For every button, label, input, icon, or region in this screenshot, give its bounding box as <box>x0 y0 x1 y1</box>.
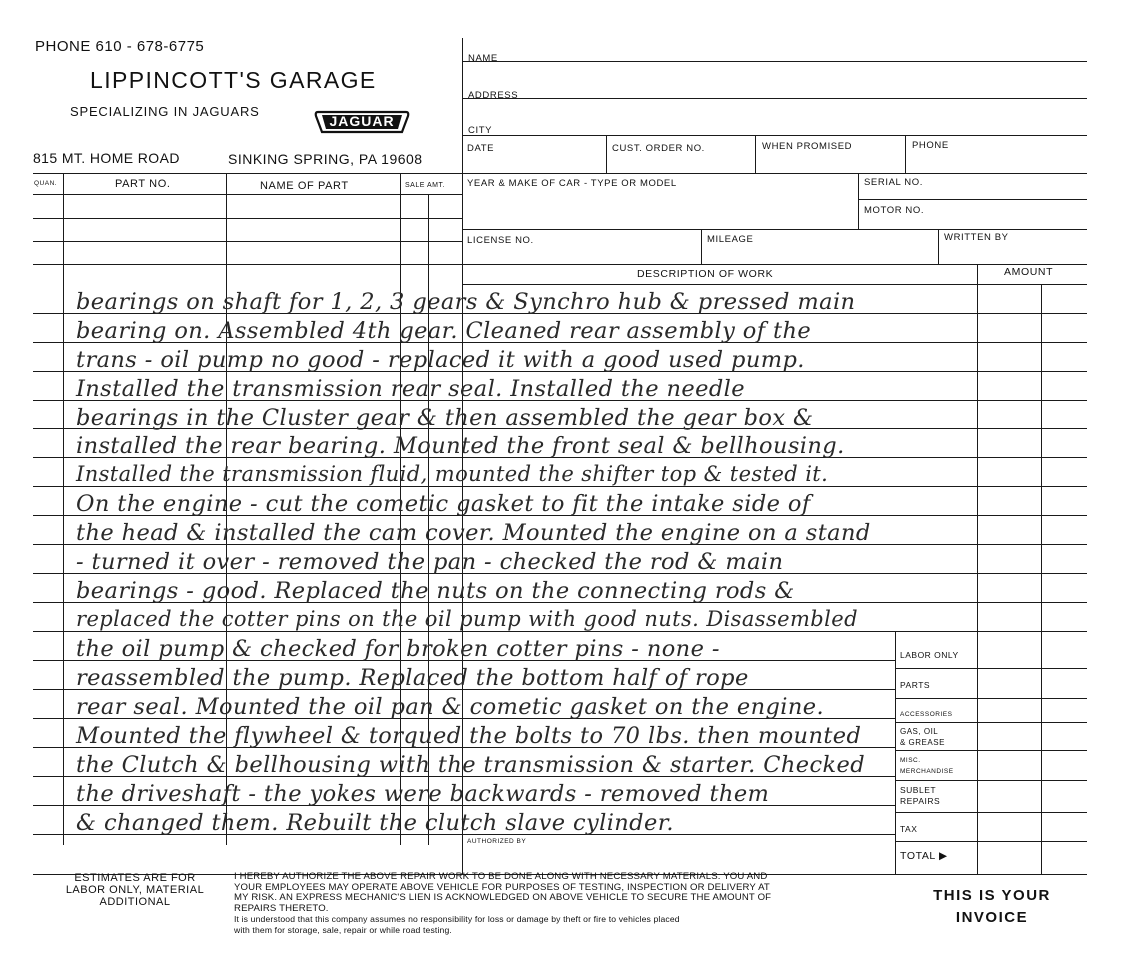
work-line-15: rear seal. Mounted the oil pan & cometic gasket on the engine. <box>76 694 825 720</box>
gas-oil-label: GAS, OIL <box>900 727 939 736</box>
accessories-label: ACCESSORIES <box>900 711 953 718</box>
liability-line-2: with them for storage, sale, repair or while road testing. <box>234 924 452 935</box>
work-line-11: bearings - good. Replaced the nuts on the connecting rods & <box>76 578 795 604</box>
misc-label: MISC. <box>900 757 921 764</box>
invoice-line-2: INVOICE <box>955 909 1029 926</box>
license-no-label: LICENSE NO. <box>467 235 534 246</box>
work-line-5: bearings in the Cluster gear & then assembled the gear box & <box>76 405 814 431</box>
name-field-label: NAME <box>468 53 498 64</box>
work-line-12: replaced the cotter pins on the oil pump with good nuts. Disassembled <box>76 607 858 631</box>
tax-label: TAX <box>900 824 918 834</box>
authorization-line-2: YOUR EMPLOYEES MAY OPERATE ABOVE VEHICLE FOR PURPOSES OF TESTING, INSPECTION OR DELIVERY AT <box>234 881 770 893</box>
amount-header: AMOUNT <box>1004 266 1054 278</box>
work-line-16: Mounted the flywheel & torqued the bolts to 70 lbs. then mounted <box>76 723 862 749</box>
work-line-17: the Clutch & bellhousing with the transmission & starter. Checked <box>76 752 866 778</box>
merchandise-label: MERCHANDISE <box>900 768 954 775</box>
authorized-by-label: AUTHORIZED BY <box>467 838 527 845</box>
work-line-10: - turned it over - removed the pan - checked the rod & main <box>76 549 784 575</box>
business-name: LIPPINCOTT'S GARAGE <box>90 67 377 93</box>
motor-no-label: MOTOR NO. <box>864 205 925 216</box>
authorization-line-3: MY RISK. AN EXPRESS MECHANIC'S LIEN IS ACKNOWLEDGED ON ABOVE VEHICLE TO SECURE THE AMOUNT OF <box>234 892 772 903</box>
authorization-line-1: I HEREBY AUTHORIZE THE ABOVE REPAIR WORK TO BE DONE ALONG WITH NECESSARY MATERIALS. YOU AND <box>234 871 768 882</box>
invoice-note <box>912 885 1072 929</box>
jaguar-logo-text: JAGUAR <box>329 113 395 129</box>
parts-charge-label: PARTS <box>900 680 931 690</box>
grease-label: & GREASE <box>900 738 945 747</box>
phone-field-label: PHONE <box>912 140 949 151</box>
written-by-label: WRITTEN BY <box>944 232 1009 243</box>
work-line-9: the head & installed the cam cover. Mounted the engine on a stand <box>76 520 871 546</box>
sublet-label: SUBLET <box>900 785 937 795</box>
city-state-zip: SINKING SPRING, PA 19608 <box>228 151 423 167</box>
cust-order-no-label: CUST. ORDER NO. <box>612 143 705 154</box>
work-line-13: the oil pump & checked for broken cotter pins - none - <box>76 636 720 662</box>
work-line-1: bearings on shaft for 1, 2, 3 gears & Synchro hub & pressed main <box>76 289 856 315</box>
street-address: 815 MT. HOME ROAD <box>33 150 180 166</box>
work-line-19: & changed them. Rebuilt the clutch slave cylinder. <box>76 810 674 836</box>
tagline: SPECIALIZING IN JAGUARS <box>70 104 260 119</box>
estimates-line-3: ADDITIONAL <box>99 896 171 908</box>
total-label: TOTAL ▶ <box>900 850 948 862</box>
work-line-7: Installed the transmission fluid, mounted the shifter top & tested it. <box>76 462 829 486</box>
estimates-note <box>40 872 230 908</box>
liability-line-1: It is understood that this company assumes no responsibility for loss or damage by theft or fire to vehicles placed <box>234 914 680 924</box>
address-field-label: ADDRESS <box>468 90 519 101</box>
labor-only-label: LABOR ONLY <box>900 650 959 660</box>
name-of-part-header: NAME OF PART <box>260 180 349 192</box>
sale-amt-header: SALE AMT. <box>405 182 445 189</box>
invoice-line-1: THIS IS YOUR <box>933 887 1051 904</box>
quan-header: QUAN. <box>34 180 58 187</box>
authorization-line-4: REPAIRS THERETO. <box>234 902 329 914</box>
serial-no-label: SERIAL NO. <box>864 177 923 188</box>
work-line-2: bearing on. Assembled 4th gear. Cleaned rear assembly of the <box>76 318 812 344</box>
phone-number: PHONE 610 - 678-6775 <box>35 38 205 55</box>
estimates-line-1: ESTIMATES ARE FOR <box>74 872 196 884</box>
mileage-label: MILEAGE <box>707 234 754 245</box>
estimates-line-2: LABOR ONLY, MATERIAL <box>65 884 205 896</box>
when-promised-label: WHEN PROMISED <box>762 141 853 152</box>
work-line-3: trans - oil pump no good - replaced it with a good used pump. <box>76 347 805 373</box>
date-field-label: DATE <box>467 143 495 154</box>
description-header: DESCRIPTION OF WORK <box>637 268 774 280</box>
work-line-8: On the engine - cut the cometic gasket to fit the intake side of <box>76 491 811 517</box>
authorization-text <box>234 872 896 935</box>
city-field-label: CITY <box>468 125 493 136</box>
work-line-4: Installed the transmission rear seal. Installed the needle <box>76 376 745 402</box>
repairs-label: REPAIRS <box>900 796 941 806</box>
work-line-6: installed the rear bearing. Mounted the front seal & bellhousing. <box>76 433 845 459</box>
work-line-14: reassembled the pump. Replaced the bottom half of rope <box>76 665 749 691</box>
part-no-header: PART NO. <box>115 178 171 190</box>
year-make-label: YEAR & MAKE OF CAR - TYPE OR MODEL <box>467 178 677 189</box>
work-line-18: the driveshaft - the yokes were backwards - removed them <box>76 781 770 807</box>
jaguar-logo <box>314 106 410 136</box>
